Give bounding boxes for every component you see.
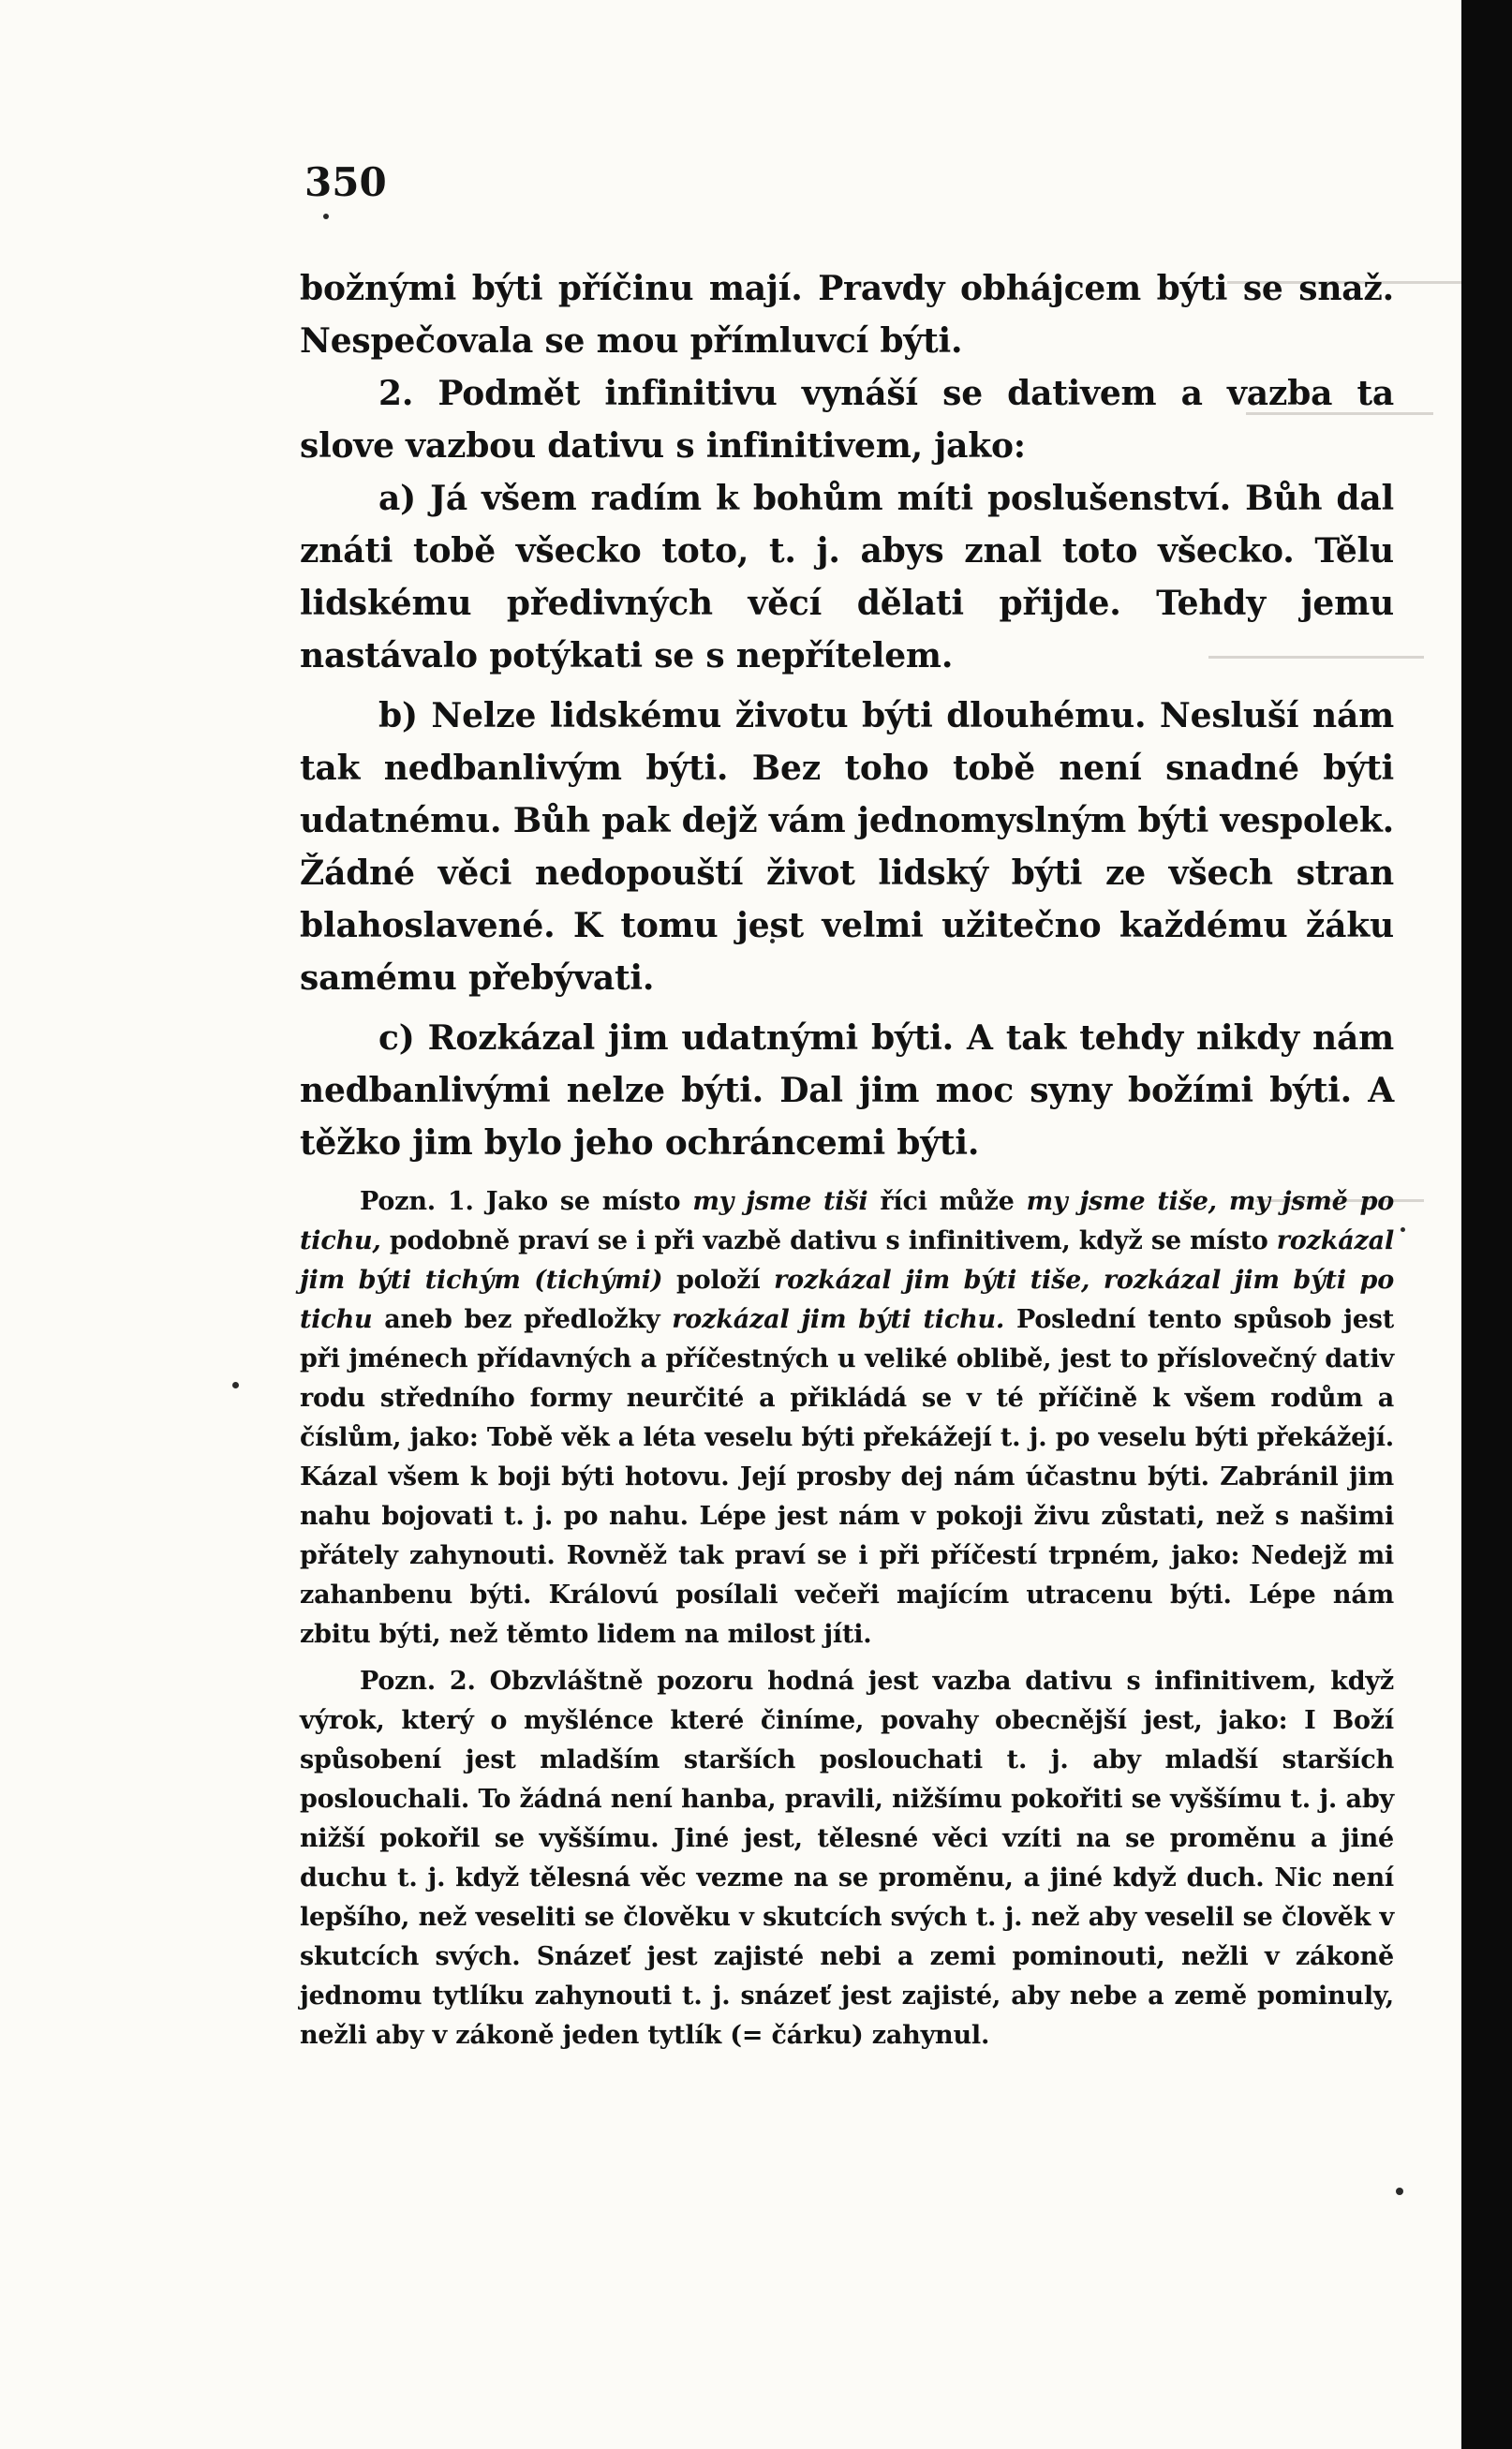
footnote-1-text: Poslední tento spůsob jest při jménech přídavných a příčestných u veliké oblibě, jest to příslovečný dativ rodu středního formy neurčité a přikládá se v té příčině k všem rodům a číslům, jako: Tobě věk a léta veselu býti překážejí t. j. po veselu býti překážejí. Kázal všem k boji býti hotovu. Její prosby dej nám účastnu býti. Zabránil jim nahu bojovati t. j. po nahu. Lépe jest nám v pokoji živu zůstati, než s našimi přátely zahynouti. Rovněž tak praví se i při příčestí trpném, jako: Nedejž mi zahanbenu býti. Královú posílali večeři majícím utracenu býti. Lépe nám zbitu býti, než těmto lidem na milost jíti. [300, 1305, 1394, 1649]
footnote-1-example: my jsme tiši [692, 1187, 868, 1216]
footnote-1-example: rozkázal jim býti tiše, rozkázal jim býti po tichu [300, 1266, 1395, 1334]
footnote-2-text: Obzvláštně pozoru hodná jest vazba dativu s infinitivem, když výrok, který o myšlénce které činíme, povahy obecnější jest, jako: I Boží spůsobení jest mladším starších poslouchati t. j. aby mladší starších poslouchali. To žádná není hanba, pravili, nižšímu pokořiti se vyššímu t. j. aby nižší pokořil se vyššímu. Jiné jest, tělesné věci vzíti na se proměnu a jiné duchu t. j. když tělesná věc vezme na se proměnu, a jiné když duch. Nic není lepšího, než veseliti se člověku v skutcích svých t. j. než aby veselil se člověk v skutcích svých. Snázeť jest zajisté nebi a zemi pominouti, nežli v zákoně jednomu tytlíku zahynouti t. j. snázeť jest zajisté, aby nebe a země pominuly, nežli aby v zákoně jeden tytlík (= čárku) zahynul. [300, 1667, 1395, 2050]
footnote-1-text: podobně praví se i při vazbě dativu s infinitivem, když se místo [389, 1226, 1268, 1255]
footnote-1-example: my jsme tiše, my jsmě po tichu, [300, 1187, 1395, 1255]
footnote-1-text: říci může [880, 1187, 1015, 1216]
ink-speck [232, 1382, 239, 1388]
footnote-2 [300, 1662, 1394, 2056]
ink-speck [1401, 1227, 1405, 1232]
paragraph-example-a: a) Já všem radím k bohům míti poslušenství. Bůh dal znáti tobě všecko toto, t. j. abys znal toto všecko. Tělu lidskému předivných věcí dělati přijde. Tehdy jemu nastávalo potýkati se s nepřítelem. [300, 479, 1394, 675]
footnote-1-label: Pozn. 1. [360, 1187, 474, 1216]
page-number: 350 [304, 159, 387, 205]
ink-speck [323, 214, 329, 219]
footnote-1 [300, 1182, 1394, 1655]
paragraph-example-c: c) Rozkázal jim udatnými býti. A tak tehdy nikdy nám nedbanlivými nelze býti. Dal jim moc syny božími býti. A těžko jim bylo jeho ochráncemi býti. [300, 1018, 1394, 1163]
footnote-1-example: rozkázal jim býti tichu. [672, 1305, 1005, 1334]
footnote-2-label: Pozn. 2. [360, 1667, 476, 1696]
paragraph-example-b: b) Nelze lidskému životu býti dlouhému. Nesluší nám tak nedbanlivým býti. Bez toho tobě není snadné býti udatnému. Bůh pak dejž vám jednomyslným býti vespolek. Žádné věci nedopouští život lidský býti ze všech stran blahoslavené. K tomu jest velmi užitečno každému žáku samému přebývati. [300, 696, 1394, 998]
footnote-1-text: aneb bez předložky [384, 1305, 660, 1334]
body-text [300, 262, 1394, 2056]
ink-speck [1396, 2188, 1403, 2195]
scan-edge-border [1461, 0, 1512, 2449]
footnote-1-text: Jako se místo [485, 1187, 681, 1216]
paragraph-rule-2: 2. Podmět infinitivu vynáší se dativem a vazba ta slove vazbou dativu s infinitivem, jako: [300, 374, 1394, 466]
footnote-1-text: položí [675, 1266, 761, 1295]
paragraph-continuation: božnými býti příčinu mají. Pravdy obhájcem býti se snaž. Nespečovala se mou přímluvcí býti. [300, 269, 1394, 361]
footnote-1-example: rozkázal jim býti tichým (tichými) [300, 1226, 1395, 1295]
